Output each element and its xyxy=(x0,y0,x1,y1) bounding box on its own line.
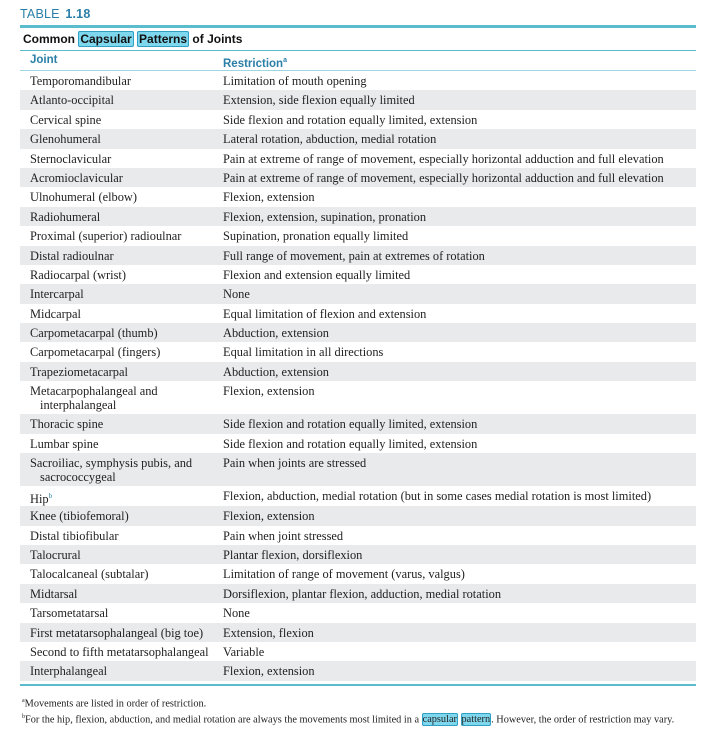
joint-cell xyxy=(20,417,220,433)
footnotes xyxy=(20,695,696,727)
restriction-cell: Pain when joints are stressed xyxy=(223,456,367,471)
joint-name: Radiocarpal (wrist) xyxy=(30,267,126,282)
bottom-rule xyxy=(20,684,696,686)
joint-name: Proximal (superior) radioulnar xyxy=(30,229,182,244)
joint-name: Intercarpal xyxy=(30,287,84,302)
restriction-cell: Plantar flexion, dorsiflexion xyxy=(223,547,363,562)
restriction-cell: None xyxy=(223,287,250,302)
restriction-cell: Side flexion and rotation equally limited, extension xyxy=(223,436,478,451)
joint-cell xyxy=(20,606,220,622)
joint-cell xyxy=(20,509,220,525)
joint-name: Second to fifth metatarsophalangeal xyxy=(30,644,209,659)
joint-footnote-mark: b xyxy=(48,492,53,501)
title-after: of Joints xyxy=(189,32,243,46)
restriction-cell: Side flexion and rotation equally limited, extension xyxy=(223,112,478,127)
joint-cell xyxy=(20,437,220,453)
table-row xyxy=(20,304,696,323)
table-row xyxy=(20,323,696,342)
header-restriction-label: Restriction xyxy=(223,57,284,70)
footnote-b xyxy=(22,711,696,727)
restriction-cell: Pain at extreme of range of movement, especially horizontal adduction and full elevation xyxy=(223,151,664,166)
joint-cell xyxy=(20,171,220,187)
footnote-b-mark: b xyxy=(22,713,25,720)
joint-cell xyxy=(20,664,220,680)
joint-cell xyxy=(20,345,220,361)
table-row xyxy=(20,110,696,129)
footnote-highlight-capsular[interactable]: capsular xyxy=(422,714,457,726)
joint-name: Lumbar spine xyxy=(30,436,99,451)
joint-name: Midcarpal xyxy=(30,306,81,321)
joint-cell xyxy=(20,74,220,90)
restriction-cell: Flexion, extension xyxy=(223,664,315,679)
table-row xyxy=(20,284,696,303)
footnote-a-text: Movements are listed in order of restriction. xyxy=(24,698,207,710)
joint-cell xyxy=(20,152,220,168)
table-row xyxy=(20,414,696,433)
header-joint: Joint xyxy=(30,54,58,66)
joint-cell xyxy=(20,190,220,206)
table-row xyxy=(20,149,696,168)
joint-cell xyxy=(20,384,220,414)
joint-name: Carpometacarpal (thumb) xyxy=(30,326,158,341)
joint-name-line2: interphalangeal xyxy=(40,398,117,413)
table-row xyxy=(20,168,696,187)
restriction-cell: Dorsiflexion, plantar flexion, adduction, medial rotation xyxy=(223,586,502,601)
joint-cell xyxy=(20,249,220,265)
table-label-prefix: TABLE xyxy=(20,7,60,21)
joint-cell xyxy=(20,287,220,303)
joint-cell xyxy=(20,456,220,486)
joint-name: Midtarsal xyxy=(30,586,78,601)
restriction-cell: Abduction, extension xyxy=(223,326,329,341)
table-row xyxy=(20,226,696,245)
joint-cell xyxy=(20,268,220,284)
joint-name: Hip xyxy=(30,492,49,507)
table-number-label xyxy=(20,5,696,23)
table-row xyxy=(20,526,696,545)
restriction-cell: Lateral rotation, abduction, medial rotation xyxy=(223,132,437,147)
joint-name: Knee (tibiofemoral) xyxy=(30,509,129,524)
joint-name-line2: sacrococcygeal xyxy=(40,470,116,485)
table-row xyxy=(20,246,696,265)
restriction-cell: Flexion, extension xyxy=(223,384,315,399)
restriction-cell: Flexion and extension equally limited xyxy=(223,267,411,282)
restriction-cell: Equal limitation of flexion and extension xyxy=(223,306,427,321)
table-row xyxy=(20,342,696,361)
joint-cell xyxy=(20,489,220,506)
joint-name: Cervical spine xyxy=(30,112,102,127)
footnote-b-before: For the hip, flexion, abduction, and medial rotation are always the movements most limited in a xyxy=(25,714,422,726)
joint-name: Tarsometatarsal xyxy=(30,606,109,621)
joint-cell xyxy=(20,548,220,564)
title-highlight-patterns[interactable]: Patterns xyxy=(139,32,188,46)
table-row xyxy=(20,545,696,564)
table-row xyxy=(20,623,696,642)
restriction-cell: Extension, side flexion equally limited xyxy=(223,93,415,108)
table-row xyxy=(20,71,696,90)
footnote-a xyxy=(22,695,696,711)
joint-name: Acromioclavicular xyxy=(30,170,123,185)
restriction-cell: None xyxy=(223,606,250,621)
header-restriction xyxy=(220,51,696,70)
table-row xyxy=(20,362,696,381)
restriction-cell: Flexion, extension xyxy=(223,509,315,524)
restriction-cell: Supination, pronation equally limited xyxy=(223,229,409,244)
restriction-cell: Full range of movement, pain at extremes of rotation xyxy=(223,248,485,263)
title-before: Common xyxy=(23,32,79,46)
joint-name: Talocrural xyxy=(30,547,81,562)
table-row xyxy=(20,506,696,525)
joint-cell xyxy=(20,626,220,642)
restriction-cell: Pain at extreme of range of movement, especially horizontal adduction and full elevation xyxy=(223,170,664,185)
table-row xyxy=(20,486,696,506)
table-row xyxy=(20,453,696,486)
table-label-number: 1.18 xyxy=(65,7,91,21)
footnote-a-mark: a xyxy=(22,697,25,704)
joint-cell xyxy=(20,326,220,342)
joint-name: Sacroiliac, symphysis pubis, and xyxy=(30,456,193,471)
joint-name: Glenohumeral xyxy=(30,132,101,147)
joint-cell xyxy=(20,229,220,245)
joint-cell xyxy=(20,210,220,226)
joint-name: Atlanto-occipital xyxy=(30,93,114,108)
table-title xyxy=(20,28,696,51)
joint-cell xyxy=(20,132,220,148)
restriction-cell: Limitation of range of movement (varus, valgus) xyxy=(223,567,465,582)
joint-cell xyxy=(20,529,220,545)
header-restriction-footnote-mark: a xyxy=(283,57,287,64)
joint-cell xyxy=(20,365,220,381)
joint-name: Talocalcaneal (subtalar) xyxy=(30,567,149,582)
footnote-highlight-pattern[interactable]: pattern xyxy=(461,714,491,726)
restriction-cell: Pain when joint stressed xyxy=(223,528,344,543)
restriction-cell: Limitation of mouth opening xyxy=(223,74,367,88)
table-row xyxy=(20,265,696,284)
restriction-cell: Abduction, extension xyxy=(223,364,329,379)
joint-cell xyxy=(20,645,220,661)
table-header-row xyxy=(20,51,696,71)
joint-cell xyxy=(20,113,220,129)
table-row xyxy=(20,661,696,680)
table-row xyxy=(20,187,696,206)
table-row xyxy=(20,642,696,661)
table-row xyxy=(20,434,696,453)
joint-cell xyxy=(20,567,220,583)
joint-cell xyxy=(20,93,220,109)
joint-name: Carpometacarpal (fingers) xyxy=(30,345,161,360)
joint-name: Distal tibiofibular xyxy=(30,528,119,543)
table-row xyxy=(20,584,696,603)
joint-name: Temporomandibular xyxy=(30,74,131,88)
restriction-cell: Variable xyxy=(223,644,265,659)
footnote-b-after: . However, the order of restriction may vary. xyxy=(491,714,675,726)
table-row xyxy=(20,207,696,226)
restriction-cell: Side flexion and rotation equally limited, extension xyxy=(223,417,478,432)
joint-name: Thoracic spine xyxy=(30,417,104,432)
joint-name: Interphalangeal xyxy=(30,664,108,679)
restriction-cell: Flexion, abduction, medial rotation (but in some cases medial rotation is most limited) xyxy=(223,489,652,504)
joint-name: Ulnohumeral (elbow) xyxy=(30,190,138,205)
restriction-cell: Extension, flexion xyxy=(223,625,314,640)
table-row xyxy=(20,603,696,622)
joint-name: Distal radioulnar xyxy=(30,248,114,263)
joint-name: Metacarpophalangeal and xyxy=(30,384,158,399)
title-highlight-capsular[interactable]: Capsular xyxy=(80,32,132,46)
table-row xyxy=(20,129,696,148)
joint-name: Sternoclavicular xyxy=(30,151,112,166)
table-row xyxy=(20,564,696,583)
restriction-cell: Equal limitation in all directions xyxy=(223,345,384,360)
joint-name: Trapeziometacarpal xyxy=(30,364,128,379)
table-body xyxy=(20,71,696,681)
table-row xyxy=(20,381,696,414)
joint-cell xyxy=(20,307,220,323)
joint-name: First metatarsophalangeal (big toe) xyxy=(30,625,204,640)
restriction-cell: Flexion, extension, supination, pronation xyxy=(223,209,427,224)
table-row xyxy=(20,90,696,109)
joint-name: Radiohumeral xyxy=(30,209,101,224)
table-page xyxy=(20,0,696,727)
restriction-cell: Flexion, extension xyxy=(223,190,315,205)
joint-cell xyxy=(20,587,220,603)
